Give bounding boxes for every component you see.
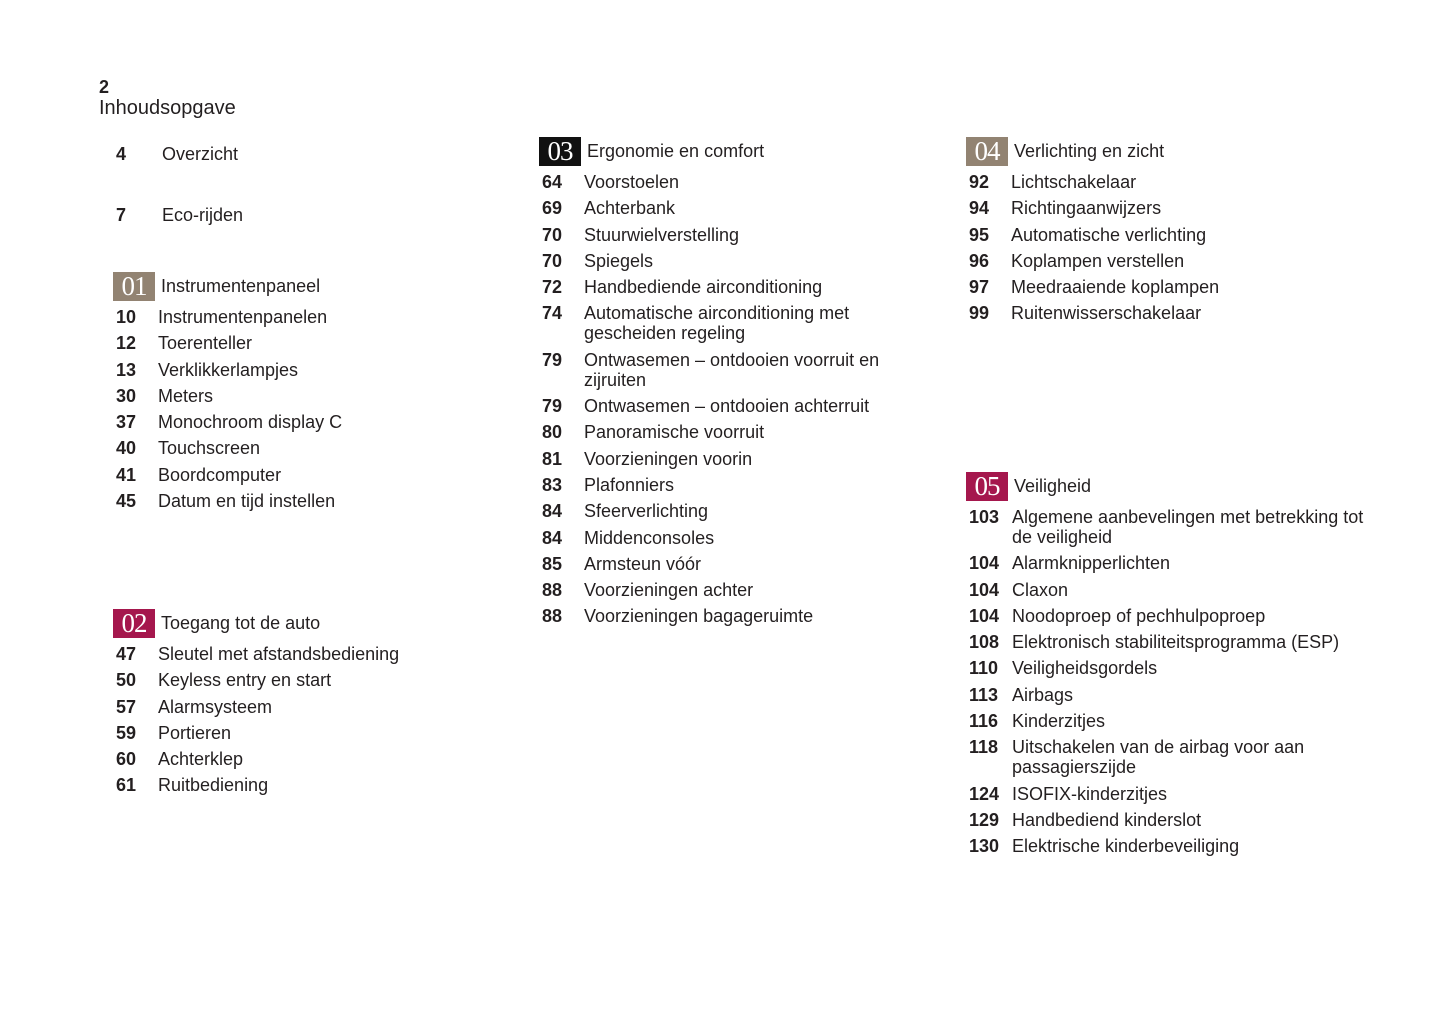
toc-entry-title: Stuurwielverstelling (584, 224, 740, 245)
toc-entry-title: Uitschakelen van de airbag voor aan passagierszijde (1012, 737, 1305, 778)
section-01 (113, 271, 498, 517)
toc-entry[interactable] (966, 836, 1372, 856)
toc-page-number: 70 (542, 250, 563, 271)
toc-page-number: 88 (542, 606, 563, 627)
toc-entry[interactable] (113, 723, 498, 743)
toc-entry[interactable] (539, 580, 924, 600)
toc-entry[interactable] (113, 412, 498, 432)
section-number-badge: 05 (966, 472, 1008, 501)
toc-page-number: 108 (969, 632, 1000, 653)
toc-entry-title: Algemene aanbevelingen met betrekking tot de veiligheid (1012, 507, 1364, 547)
toc-page-number: 81 (542, 448, 563, 469)
toc-page-number: 92 (969, 172, 990, 192)
toc-entry-title: Plafonniers (584, 474, 675, 495)
toc-entry-title: Armsteun vóór (584, 553, 702, 574)
toc-entry[interactable] (113, 333, 498, 353)
toc-page-number: 61 (116, 775, 137, 796)
toc-page-number: 80 (542, 422, 563, 443)
section-title: Verlichting en zicht (1014, 140, 1165, 161)
toc-page-number: 84 (542, 501, 563, 522)
toc-entry[interactable] (966, 711, 1372, 731)
toc-entry[interactable] (539, 277, 924, 297)
toc-entry-title: Lichtschakelaar (1011, 172, 1137, 192)
toc-entry[interactable] (113, 386, 498, 406)
toc-list (539, 172, 924, 626)
toc-entry[interactable] (539, 350, 924, 390)
toc-entry[interactable] (539, 528, 924, 548)
section-title: Toegang tot de auto (161, 612, 321, 633)
toc-entry[interactable] (539, 449, 924, 469)
toc-entry[interactable] (539, 198, 924, 218)
toc-entry[interactable] (113, 465, 498, 485)
toc-entry[interactable] (539, 172, 924, 192)
toc-entry-title: Elektrische kinderbeveiliging (1012, 836, 1240, 857)
toc-page-number: 118 (969, 737, 999, 758)
toc-page-number: 64 (542, 172, 563, 192)
toc-entry-title: Voorzieningen bagageruimte (584, 606, 814, 627)
toc-page-number: 130 (969, 836, 1000, 857)
toc-entry-title: Automatische airconditioning met gescheiden regeling (584, 303, 850, 344)
toc-entry-title: Achterbank (584, 198, 676, 219)
toc-entry-title: Portieren (158, 722, 232, 743)
toc-entry-title: Toerenteller (158, 333, 253, 354)
toc-page-number: 74 (542, 303, 563, 324)
toc-entry-eco[interactable] (116, 205, 243, 226)
toc-page-number: 12 (116, 333, 137, 354)
toc-list (113, 644, 498, 795)
toc-entry-title: Noodoproep of pechhulpoproep (1012, 605, 1266, 626)
toc-entry[interactable] (966, 737, 1372, 777)
toc-page-number: 104 (969, 553, 1000, 574)
toc-entry-title: Touchscreen (158, 438, 261, 459)
toc-page-number: 104 (969, 579, 1000, 600)
toc-entry-title: Datum en tijd instellen (158, 491, 336, 512)
section-number-badge: 04 (966, 137, 1008, 166)
toc-entry[interactable] (113, 697, 498, 717)
toc-entry-title: Ontwasemen – ontdooien voorruit en zijruiten (584, 349, 880, 390)
toc-entry-title: Panoramische voorruit (584, 422, 765, 443)
toc-page-number: 96 (969, 250, 990, 271)
toc-entry[interactable] (966, 685, 1372, 705)
toc-entry[interactable] (966, 172, 1351, 192)
toc-entry[interactable] (113, 670, 498, 690)
toc-entry[interactable] (966, 810, 1372, 830)
toc-entry-title: Meters (158, 385, 214, 406)
toc-entry-title: Middenconsoles (584, 527, 715, 548)
toc-entry[interactable] (966, 553, 1372, 573)
toc-page-number: 37 (116, 412, 137, 433)
toc-entry[interactable] (966, 251, 1351, 271)
toc-entry[interactable] (966, 303, 1351, 323)
toc-page-number: 13 (116, 359, 137, 380)
toc-entry[interactable] (966, 198, 1351, 218)
toc-entry-title: Automatische verlichting (1011, 224, 1207, 245)
toc-page-number: 83 (542, 474, 563, 495)
section-03 (539, 136, 924, 633)
toc-entry[interactable] (966, 606, 1372, 626)
toc-entry-title: Elektronisch stabiliteitsprogramma (ESP) (1012, 632, 1340, 653)
toc-entry-title: Meedraaiende koplampen (1011, 277, 1220, 298)
toc-page-number: 97 (969, 277, 990, 298)
toc-entry[interactable] (113, 644, 498, 664)
section-header[interactable] (966, 471, 1372, 501)
toc-page-number: 124 (969, 783, 1000, 804)
toc-page-number: 45 (116, 491, 137, 512)
toc-page-number: 110 (969, 658, 999, 679)
toc-entry-title: Keyless entry en start (158, 670, 332, 691)
toc-entry[interactable] (113, 307, 498, 327)
toc-page-number: 129 (969, 809, 1000, 830)
section-header[interactable] (113, 271, 498, 301)
toc-page-number: 4 (116, 144, 127, 164)
toc-page-number: 84 (542, 527, 563, 548)
toc-page-number: 94 (969, 198, 990, 219)
section-04 (966, 136, 1351, 330)
toc-entry-title: Voorzieningen achter (584, 580, 754, 601)
toc-page-number: 88 (542, 580, 563, 601)
toc-page-number: 40 (116, 438, 137, 459)
toc-entry-title: Verklikkerlampjes (158, 359, 299, 380)
toc-entry-title: Overzicht (162, 144, 239, 164)
page-title: Inhoudsopgave (99, 97, 236, 119)
toc-entry[interactable] (539, 225, 924, 245)
toc-entry[interactable] (966, 225, 1351, 245)
toc-page-number: 7 (116, 205, 127, 225)
toc-entry-title: Ruitbediening (158, 775, 269, 796)
toc-entry-title: Voorstoelen (584, 172, 680, 192)
toc-entry[interactable] (113, 775, 498, 795)
toc-page-number: 72 (542, 277, 563, 298)
toc-entry-title: Alarmknipperlichten (1012, 553, 1171, 574)
toc-entry[interactable] (539, 475, 924, 495)
toc-page-number: 47 (116, 644, 137, 664)
toc-entry-title: Voorzieningen voorin (584, 448, 753, 469)
toc-entry[interactable] (966, 784, 1372, 804)
toc-entry-title: Sfeerverlichting (584, 501, 709, 522)
toc-page-number: 57 (116, 696, 137, 717)
toc-entry-title: Airbags (1012, 684, 1074, 705)
toc-entry-title: Handbediend kinderslot (1012, 809, 1202, 830)
toc-page-number: 70 (542, 224, 563, 245)
toc-entry[interactable] (966, 507, 1372, 547)
toc-entry[interactable] (539, 251, 924, 271)
toc-entry-title: Alarmsysteem (158, 696, 273, 717)
toc-page-number: 79 (542, 396, 563, 417)
toc-entry-title: Koplampen verstellen (1011, 250, 1185, 271)
toc-entry-title: Boordcomputer (158, 464, 282, 485)
section-title: Instrumentenpaneel (161, 275, 321, 296)
toc-entry[interactable] (966, 632, 1372, 652)
toc-entry-title: Ruitenwisserschakelaar (1011, 303, 1202, 324)
toc-entry[interactable] (539, 396, 924, 416)
toc-list (113, 307, 498, 511)
toc-entry[interactable] (539, 422, 924, 442)
toc-page-number: 69 (542, 198, 563, 219)
toc-page-number: 116 (969, 711, 999, 732)
toc-page-number: 30 (116, 385, 137, 406)
toc-entry-title: Spiegels (584, 250, 654, 271)
toc-entry[interactable] (539, 554, 924, 574)
toc-page-number: 113 (969, 684, 999, 705)
toc-entry[interactable] (539, 606, 924, 626)
toc-page-number: 79 (542, 349, 563, 370)
toc-entry-title: Eco-rijden (162, 205, 244, 225)
toc-entry-title: Kinderzitjes (1012, 711, 1106, 732)
toc-entry[interactable] (113, 749, 498, 769)
toc-entry-title: Sleutel met afstandsbediening (158, 644, 400, 664)
section-number-badge: 01 (113, 272, 155, 301)
toc-page-number: 50 (116, 670, 137, 691)
page-number: 2 (99, 77, 110, 97)
toc-page-number: 103 (969, 507, 1000, 527)
toc-entry-title: Claxon (1012, 579, 1069, 600)
section-title: Veiligheid (1014, 475, 1092, 496)
section-number-badge: 02 (113, 609, 155, 638)
section-02 (113, 608, 498, 802)
toc-entry-title: ISOFIX-kinderzitjes (1012, 783, 1168, 804)
toc-entry-title: Monochroom display C (158, 412, 343, 433)
toc-entry-title: Achterklep (158, 749, 244, 770)
toc-entry-overview[interactable] (116, 144, 238, 165)
toc-entry[interactable] (113, 360, 498, 380)
toc-page-number: 104 (969, 605, 1000, 626)
section-header[interactable] (539, 136, 924, 166)
section-title: Ergonomie en comfort (587, 140, 765, 161)
toc-list (966, 172, 1351, 323)
toc-list (966, 507, 1372, 856)
toc-page-number: 59 (116, 722, 137, 743)
toc-entry[interactable] (966, 658, 1372, 678)
toc-entry[interactable] (966, 277, 1351, 297)
toc-entry-title: Veiligheidsgordels (1012, 658, 1158, 679)
toc-page-number: 95 (969, 224, 990, 245)
toc-page-number: 41 (116, 464, 137, 485)
page-header (99, 77, 236, 119)
toc-page-number: 10 (116, 307, 137, 327)
section-header[interactable] (113, 608, 498, 638)
toc-entry-title: Ontwasemen – ontdooien achterruit (584, 396, 870, 417)
toc-entry[interactable] (539, 303, 924, 343)
section-number-badge: 03 (539, 137, 581, 166)
toc-entry-title: Richtingaanwijzers (1011, 198, 1162, 219)
toc-page-number: 85 (542, 553, 563, 574)
toc-page-number: 60 (116, 749, 137, 770)
toc-page-number: 99 (969, 303, 990, 324)
toc-entry-title: Handbediende airconditioning (584, 277, 823, 298)
toc-entry[interactable] (539, 501, 924, 521)
toc-entry[interactable] (113, 438, 498, 458)
section-header[interactable] (966, 136, 1351, 166)
section-05 (966, 471, 1372, 863)
toc-entry-title: Instrumentenpanelen (158, 307, 328, 327)
toc-entry[interactable] (113, 491, 498, 511)
toc-entry[interactable] (966, 580, 1372, 600)
